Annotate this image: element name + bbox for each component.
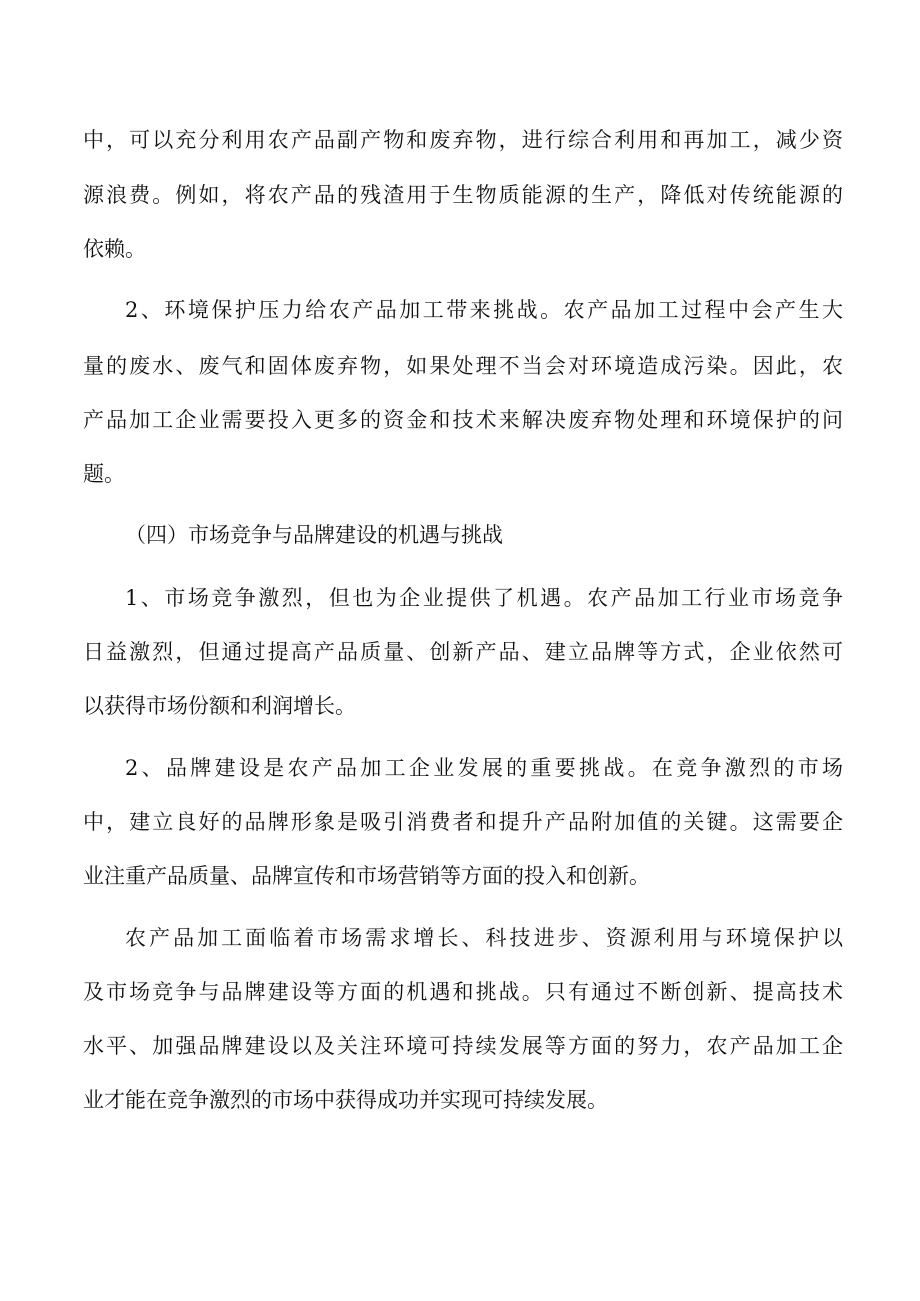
paragraph-line: 业才能在竞争激烈的市场中获得成功并实现可持续发展。 xyxy=(83,1088,608,1112)
paragraph-line: 2、品牌建设是农产品加工企业发展的重要挑战。在竞争激烈的市场 xyxy=(125,756,843,780)
paragraph-line: 农产品加工面临着市场需求增长、科技进步、资源利用与环境保护以 xyxy=(125,926,843,950)
paragraph-line: 中，建立良好的品牌形象是吸引消费者和提升产品附加值的关键。这需要企 xyxy=(83,810,843,834)
paragraph-line: 产品加工企业需要投入更多的资金和技术来解决废弃物处理和环境保护的问 xyxy=(83,408,843,432)
paragraph-line: 水平、加强品牌建设以及关注环境可持续发展等方面的努力，农产品加工企 xyxy=(83,1034,843,1058)
paragraph-line: 以获得市场份额和利润增长。 xyxy=(83,694,356,718)
paragraph-line: 2、环境保护压力给农产品加工带来挑战。农产品加工过程中会产生大 xyxy=(125,298,843,322)
paragraph-line: 及市场竞争与品牌建设等方面的机遇和挑战。只有通过不断创新、提高技术 xyxy=(83,980,843,1004)
paragraph-line: 中，可以充分利用农产品副产物和废弃物，进行综合利用和再加工，减少资 xyxy=(83,128,843,152)
section-heading: （四）市场竞争与品牌建设的机遇与挑战 xyxy=(125,523,503,547)
paragraph-line: 题。 xyxy=(83,462,125,486)
paragraph-line: 依赖。 xyxy=(83,237,146,261)
paragraph-line: 日益激烈，但通过提高产品质量、创新产品、建立品牌等方式，企业依然可 xyxy=(83,640,843,664)
paragraph-line: 1、市场竞争激烈，但也为企业提供了机遇。农产品加工行业市场竞争 xyxy=(125,586,843,610)
paragraph-line: 量的废水、废气和固体废弃物，如果处理不当会对环境造成污染。因此，农 xyxy=(83,354,843,378)
paragraph-line: 源浪费。例如，将农产品的残渣用于生物质能源的生产，降低对传统能源的 xyxy=(83,183,843,207)
paragraph-line: 业注重产品质量、品牌宣传和市场营销等方面的投入和创新。 xyxy=(83,864,650,888)
